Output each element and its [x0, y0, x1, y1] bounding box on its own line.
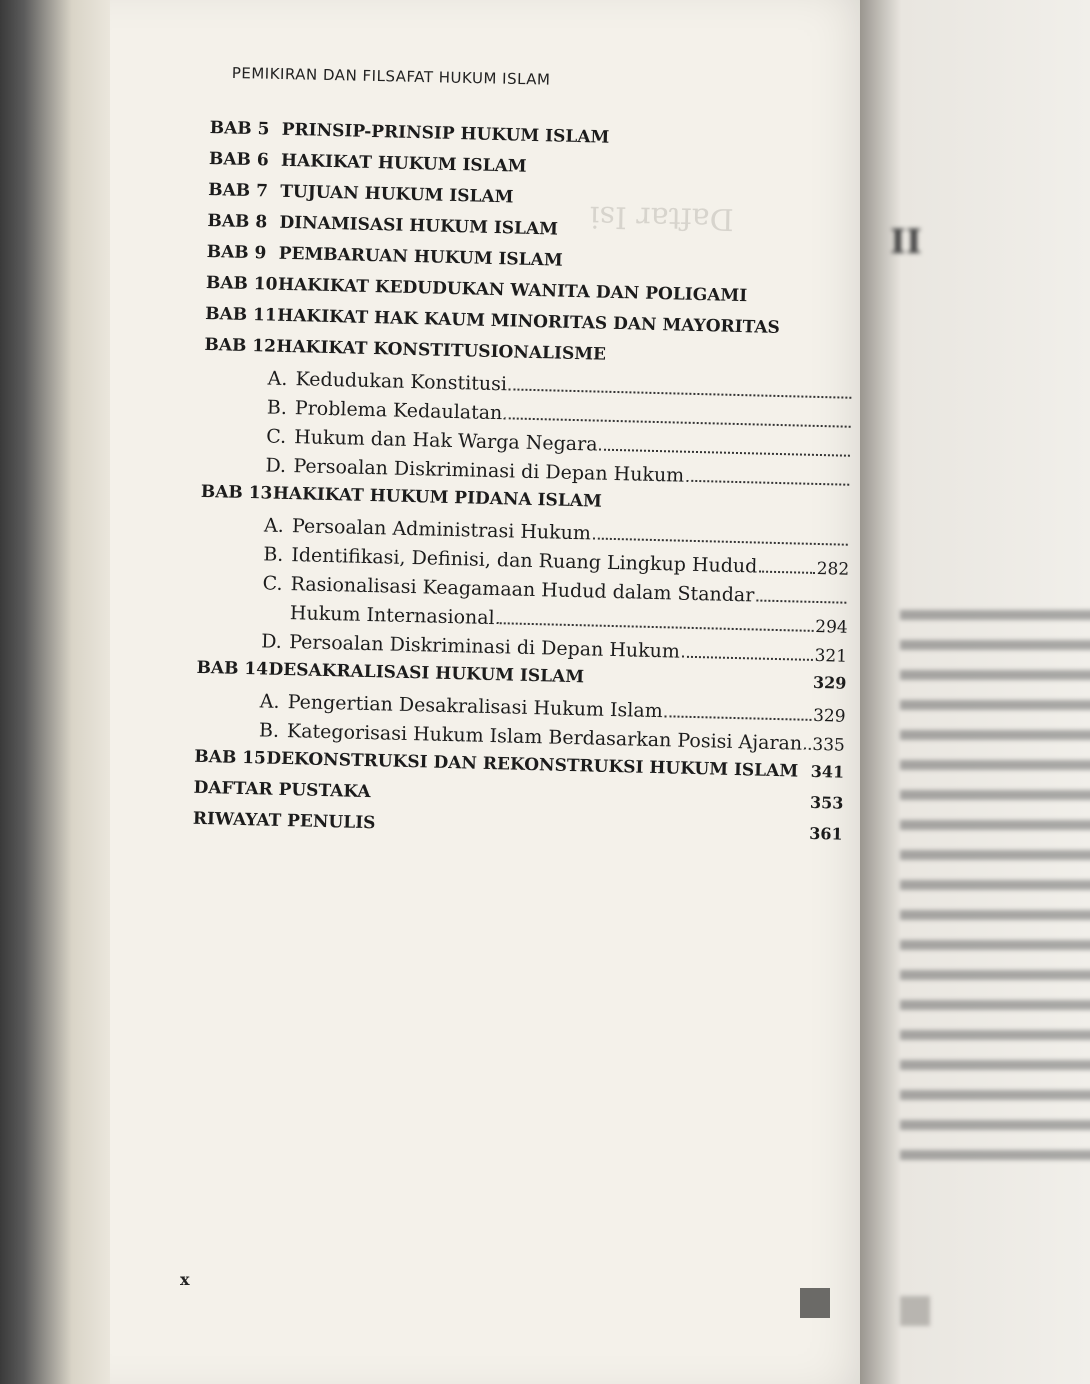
page-number: 361 [809, 823, 843, 844]
section-letter: B. [258, 719, 280, 742]
chapter-code: BAB 12 [204, 334, 277, 357]
section-title: Problema Kedaulatan [294, 397, 503, 425]
section-title: Persoalan Diskriminasi di Depan Hukum [288, 631, 681, 663]
section-title: Persoalan Administrasi Hukum [291, 515, 592, 545]
leader-dots [759, 571, 814, 574]
backmatter-title: RIWAYAT PENULIS [192, 808, 376, 834]
section-title: Kategorisasi Hukum Islam Berdasarkan Posisi Ajaran [286, 720, 803, 755]
chapter-title: HAKIKAT HUKUM PIDANA ISLAM [272, 483, 603, 512]
backmatter-title: DAFTAR PUSTAKA [193, 777, 371, 803]
page-number-roman: x [180, 1270, 190, 1289]
spacer [370, 797, 809, 808]
section-letter: A. [267, 367, 288, 390]
section-letter: C. [265, 425, 287, 448]
chapter-title: HAKIKAT KEDUDUKAN WANITA DAN POLIGAMI [277, 274, 748, 307]
facing-page-roman: II [890, 222, 922, 262]
chapter-code: BAB 15 [194, 746, 267, 769]
leader-dots [599, 449, 850, 457]
page-number: 282 [816, 558, 850, 580]
chapter-title: DESAKRALISASI HUKUM ISLAM [268, 659, 585, 688]
leader-dots [756, 599, 846, 603]
chapter-code: BAB 7 [207, 179, 269, 202]
chapter-title: TUJUAN HUKUM ISLAM [279, 181, 514, 208]
page-number: 341 [810, 761, 845, 782]
section-letter: D. [265, 454, 287, 477]
chapter-code: BAB 14 [196, 657, 269, 680]
chapter-code: BAB 13 [200, 481, 273, 504]
leader-dots [509, 388, 852, 398]
section-title: Kedudukan Konstitusi [295, 368, 508, 396]
leader-dots [497, 622, 814, 632]
leader-dots [665, 715, 811, 721]
section-title: Rasionalisasi Keagamaan Hudud dalam Standar [290, 573, 755, 607]
leader-dots [593, 537, 848, 545]
chapter-code: BAB 9 [206, 241, 267, 264]
table-of-contents [192, 118, 859, 856]
section-letter: B. [266, 396, 288, 419]
section-title: Hukum dan Hak Warga Negara [293, 426, 598, 456]
chapter-code: BAB 8 [207, 210, 268, 233]
facing-page-blurred [860, 0, 1090, 1384]
page-number: 335 [812, 734, 846, 756]
facing-page-corner-mark [900, 1296, 930, 1326]
section-title: Persoalan Diskriminasi di Depan Hukum [293, 455, 685, 487]
section-letter: C. [262, 572, 283, 595]
section-letter: B. [263, 543, 284, 566]
chapter-title: DEKONSTRUKSI DAN REKONSTRUKSI HUKUM ISLAM [266, 748, 799, 782]
chapter-title: HAKIKAT KONSTITUSIONALISME [276, 336, 607, 365]
chapter-title: HAKIKAT HUKUM ISLAM [280, 150, 527, 177]
toc-page [110, 0, 880, 1384]
chapter-code: BAB 10 [205, 272, 278, 295]
page-number: 321 [814, 645, 848, 667]
page-number: 294 [815, 616, 848, 638]
running-head: PEMIKIRAN DAN FILSAFAT HUKUM ISLAM [231, 64, 551, 89]
page-number: 329 [812, 705, 846, 727]
section-title: Hukum Internasional [289, 602, 495, 630]
section-letter: D. [260, 630, 283, 653]
chapter-title: DINAMISASI HUKUM ISLAM [279, 212, 559, 240]
chapter-title: HAKIKAT HAK KAUM MINORITAS DAN MAYORITAS [276, 305, 781, 338]
chapter-title: PEMBARUAN HUKUM ISLAM [278, 243, 563, 271]
book-spine-edge [0, 0, 120, 1384]
chapter-code: BAB 6 [208, 148, 269, 171]
leader-dots [682, 656, 813, 661]
chapter-code: BAB 5 [209, 118, 270, 140]
leader-dots [804, 748, 810, 750]
page-number: 353 [809, 792, 844, 813]
spacer [375, 828, 809, 839]
section-letter: A. [259, 690, 280, 713]
leader-dots [686, 480, 849, 486]
section-letter: A. [263, 514, 285, 537]
bleed-through-heading: Daftar Isi [589, 198, 734, 237]
facing-page-text-lines [900, 610, 1090, 1180]
section-title: Pengertian Desakralisasi Hukum Islam [287, 691, 664, 723]
corner-mark [800, 1288, 830, 1318]
section-title: Identifikasi, Definisi, dan Ruang Lingkup Hudud [291, 544, 758, 578]
leader-dots [504, 417, 851, 427]
page-number: 329 [812, 672, 847, 693]
chapter-title: PRINSIP-PRINSIP HUKUM ISLAM [281, 119, 610, 148]
chapter-code: BAB 11 [204, 303, 277, 326]
